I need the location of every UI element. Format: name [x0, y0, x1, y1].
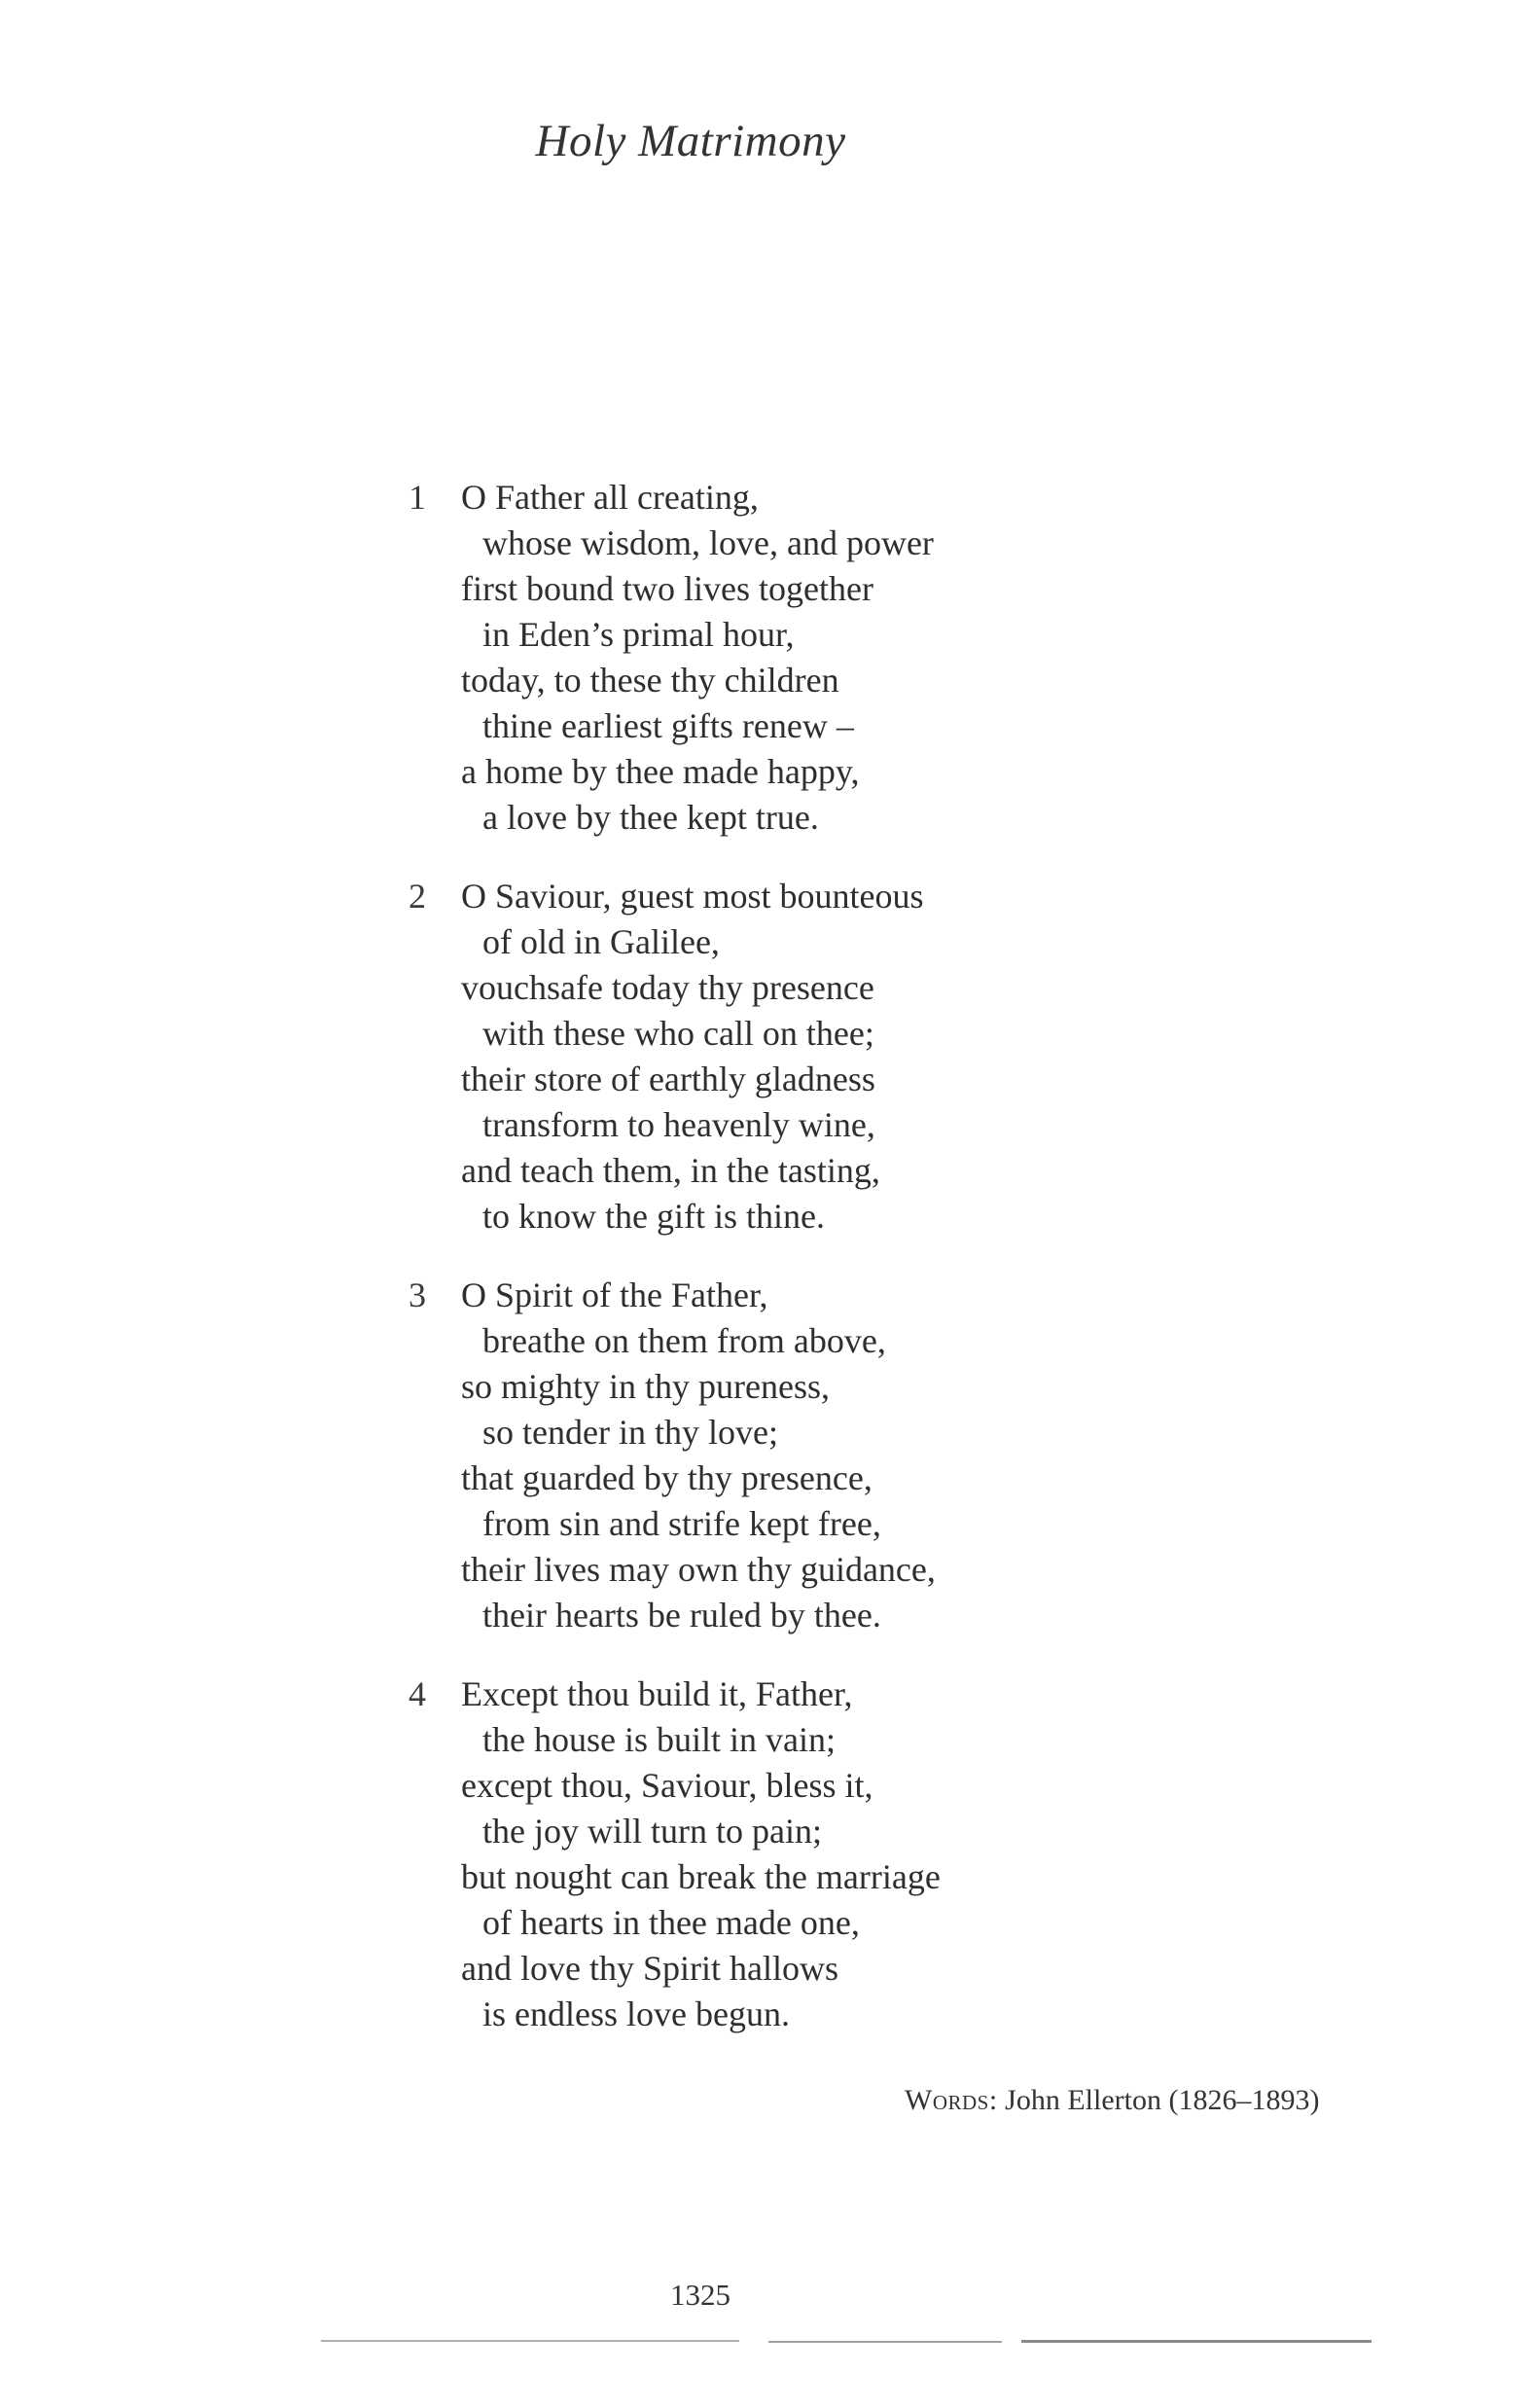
verse-number: 1: [409, 478, 426, 517]
verse-line: so tender in thy love;: [482, 1413, 778, 1452]
verse-line: their store of earthly gladness: [461, 1060, 875, 1098]
attribution-label: Words:: [905, 2084, 998, 2116]
verse-line: their hearts be ruled by thee.: [482, 1596, 881, 1635]
verse-line: of old in Galilee,: [482, 922, 720, 961]
verse-line: is endless love begun.: [482, 1995, 790, 2033]
verse-2: [409, 874, 1089, 1240]
verse-number: 2: [409, 877, 426, 916]
verse-line: that guarded by thy presence,: [461, 1458, 873, 1497]
words-attribution: [905, 2084, 1319, 2117]
verse-line: to know the gift is thine.: [482, 1197, 825, 1236]
verse-line: and teach them, in the tasting,: [461, 1151, 880, 1190]
verse-line: vouchsafe today thy presence: [461, 968, 874, 1007]
bottom-rule: [321, 2340, 739, 2342]
verse-line: whose wisdom, love, and power: [482, 523, 934, 562]
verse-line: from sin and strife kept free,: [482, 1504, 881, 1543]
verse-line: transform to heavenly wine,: [482, 1105, 875, 1144]
verse-line: except thou, Saviour, bless it,: [461, 1766, 873, 1805]
bottom-rule: [1021, 2340, 1372, 2343]
verse-line: O Spirit of the Father,: [461, 1276, 768, 1314]
verse-4: [409, 1671, 1089, 2037]
verse-line: Except thou build it, Father,: [461, 1674, 853, 1713]
verse-line: the house is built in vain;: [482, 1720, 836, 1759]
verse-line: so mighty in thy pureness,: [461, 1367, 830, 1406]
verse-line: of hearts in thee made one,: [482, 1903, 860, 1942]
verse-1: [409, 475, 1089, 841]
verse-line: thine earliest gifts renew –: [482, 706, 854, 745]
verse-line: breathe on them from above,: [482, 1321, 886, 1360]
verse-line: with these who call on thee;: [482, 1014, 874, 1053]
verse-number: 4: [409, 1674, 426, 1713]
verse-line: in Eden’s primal hour,: [482, 615, 795, 654]
verse-line: a love by thee kept true.: [482, 798, 819, 837]
verse-line: and love thy Spirit hallows: [461, 1949, 838, 1988]
bottom-rule: [768, 2341, 1002, 2343]
verse-number: 3: [409, 1276, 426, 1314]
page-number: 1325: [670, 2278, 730, 2312]
verse-line: but nought can break the marriage: [461, 1857, 941, 1896]
verse-line: today, to these thy children: [461, 661, 839, 700]
verse-line: the joy will turn to pain;: [482, 1812, 822, 1851]
verse-line: O Saviour, guest most bounteous: [461, 877, 924, 916]
attribution-author: John Ellerton (1826–1893): [997, 2084, 1320, 2116]
hymn-text: [409, 475, 1089, 2070]
verse-line: first bound two lives together: [461, 569, 873, 608]
hymn-title: Holy Matrimony: [535, 116, 846, 166]
verse-3: [409, 1273, 1089, 1638]
verse-line: their lives may own thy guidance,: [461, 1550, 936, 1589]
verse-line: O Father all creating,: [461, 478, 759, 517]
verse-line: a home by thee made happy,: [461, 752, 860, 791]
